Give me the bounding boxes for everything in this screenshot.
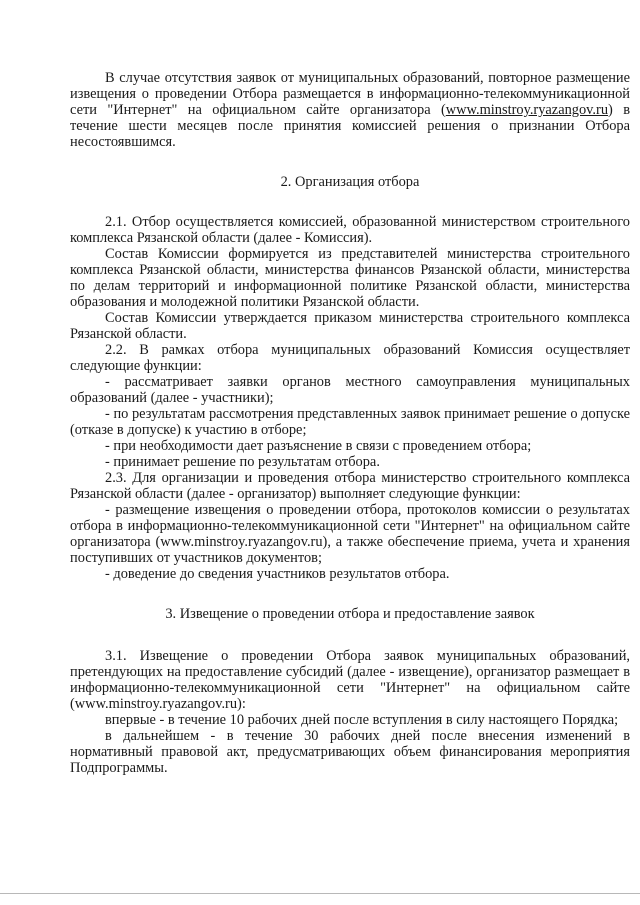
organizer-website-link[interactable]: www.minstroy.ryazangov.ru [445, 102, 609, 118]
organizer-function-item: - доведение до сведения участников результатов отбора. [105, 566, 450, 582]
page-bottom-edge [0, 893, 640, 894]
clause-2-2: 2.2. В рамках отбора муниципальных образований Комиссия осуществляет следующие функции: [70, 342, 630, 374]
first-publication-term: впервые - в течение 10 рабочих дней после вступления в силу настоящего Порядка; [105, 712, 619, 728]
intro-paragraph [70, 70, 630, 150]
clause-2-3: 2.3. Для организации и проведения отбора министерство строительного комплекса Рязанской области (далее - организатор) выполняет следующие функции: [70, 470, 630, 502]
intro-text-start: В случае отсутствия заявок от муниципальных образований, повторное размещение извещения о проведении Отбора размещается в информационно-телекоммуникационной сети "Интернет" на официальном сайте организатора ( [70, 70, 630, 118]
subsequent-publication-term: в дальнейшем - в течение 30 рабочих дней после внесения изменений в нормативный правовой акт, предусматривающих объем финансирования мероприятия Подпрограммы. [70, 728, 630, 776]
commission-function-item: - принимает решение по результатам отбора. [105, 454, 380, 470]
commission-composition-paragraph: Состав Комиссии формируется из представителей министерства строительного комплекса Рязанской области, министерства финансов Рязанской области, министерства по делам территорий и информационной политике Рязанской области, министерства образования и молодежной политики Рязанской области. [70, 246, 630, 310]
section-2-heading: 2. Организация отбора [280, 174, 420, 190]
commission-function-item: - по результатам рассмотрения представленных заявок принимает решение о допуске (отказе в допуске) к участию в отборе; [70, 406, 630, 438]
organizer-function-item: - размещение извещения о проведении отбора, протоколов комиссии о результатах отбора в информационно-телекоммуникационной сети "Интернет" на официальном сайте организатора (www.minstroy.ryazangov.ru), а также обеспечение приема, учета и хранения поступивших от участников документов; [70, 502, 630, 566]
commission-function-item: - при необходимости дает разъяснение в связи с проведением отбора; [105, 438, 532, 454]
clause-3-1: 3.1. Извещение о проведении Отбора заявок муниципальных образований, претендующих на предоставление субсидий (далее - извещение), организатор размещает в информационно-телекоммуникационной сети "Интернет" на официальном сайте (www.minstroy.ryazangov.ru): [70, 648, 630, 712]
section-3-heading: 3. Извещение о проведении отбора и предоставление заявок [165, 606, 535, 622]
commission-function-item: - рассматривает заявки органов местного самоуправления муниципальных образований (далее - участники); [70, 374, 630, 406]
commission-approval-paragraph: Состав Комиссии утверждается приказом министерства строительного комплекса Рязанской области. [70, 310, 630, 342]
clause-2-1: 2.1. Отбор осуществляется комиссией, образованной министерством строительного комплекса Рязанской области (далее - Комиссия). [70, 214, 630, 246]
intro-text-end: ) в течение шести месяцев после принятия комиссией решения о признании Отбора несостоявшимся. [70, 102, 630, 150]
